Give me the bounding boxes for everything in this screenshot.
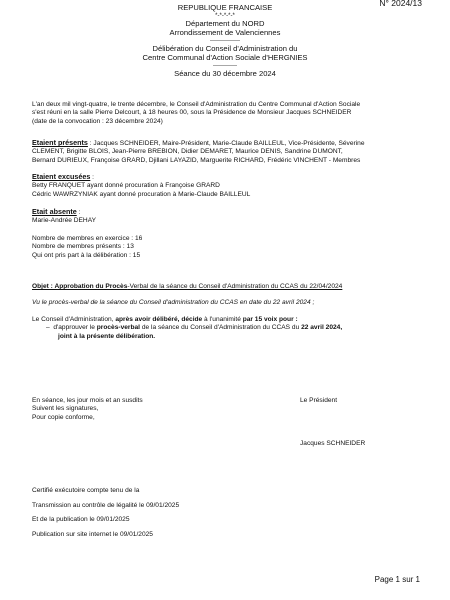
- decision-bold: après avoir délibéré, décide: [115, 316, 203, 323]
- count-line: Qui ont pris part à la délibération : 15: [32, 251, 141, 259]
- excuses-paragraph: [32, 173, 250, 199]
- count-line: Nombre de membres présents : 13: [32, 243, 134, 251]
- counts-paragraph: [32, 235, 142, 260]
- certification-line: Certifié exécutoire compte tenu de la: [32, 487, 140, 494]
- intro-line: (date de la convocation : 23 décembre 2024): [32, 117, 163, 125]
- presents-paragraph: [32, 139, 365, 165]
- excuses-item: Betty FRANQUET ayant donné procuration à Françoise GRARD: [32, 182, 220, 190]
- presents-text: CLEMENT, Brigitte BLOIS, Jean-Pierre BREBION, Didier DEMARET, Maurice DENIS, Sandrine DUMONT,: [32, 148, 343, 156]
- deliberation-title-1: Délibération du Conseil d'Administration du: [152, 43, 298, 53]
- decision-paragraph: [32, 316, 342, 341]
- document-header: [0, 3, 450, 79]
- separator-line: ---------------: [210, 37, 240, 44]
- objet-text: -Verbal de la séance du Conseil d'Administration du CCAS du 22/04/2024: [127, 283, 343, 290]
- absent-item: Marie-Andrée DEHAY: [32, 217, 97, 225]
- decision-bold: joint à la présente délibération.: [58, 332, 156, 340]
- document-number: N° 2024/13: [379, 0, 422, 8]
- closing-line: Pour copie conforme,: [32, 413, 95, 421]
- closing-line: Suivent les signatures,: [32, 405, 99, 413]
- count-line: Nombre de membres en exercice : 16: [32, 235, 143, 242]
- republic-heading: REPUBLIQUE FRANCAISE: [177, 3, 273, 12]
- bullet-dash: –: [46, 324, 50, 332]
- vu-line: Vu le procès-verbal de la séance du Conseil d'administration du CCAS en date du 22 avril 2024 ;: [32, 299, 315, 306]
- seance-date: Séance du 30 décembre 2024: [174, 68, 276, 78]
- certification-line: Et de la publication le 09/01/2025: [32, 516, 130, 523]
- certification-block: [32, 484, 179, 542]
- president-name: Jacques SCHNEIDER: [300, 440, 366, 447]
- objet-line: [32, 283, 342, 291]
- intro-line: L'an deux mil vingt-quatre, le trente décembre, le Conseil d'Administration du Centre Communal d'Action Sociale: [32, 101, 361, 108]
- closing-line: En séance, les jour mois et an susdits: [32, 397, 143, 404]
- decision-bold: par 15 voix pour :: [242, 316, 298, 323]
- presents-text: : Jacques SCHNEIDER, Maire-Président, Marie-Claude BAILLEUL, Vice-Présidente, Séverine: [87, 140, 365, 147]
- intro-line: s'est réuni en la salle Pierre Delcourt, à 18 heures 00, sous la Présidence de Monsieur Jacques SCHNEIDER: [32, 109, 352, 117]
- absent-paragraph: [32, 208, 96, 226]
- presents-label: Etaient présents: [32, 138, 88, 147]
- intro-paragraph: [32, 101, 360, 126]
- page-number: Page 1 sur 1: [374, 575, 420, 584]
- stars-separator: *-*-*-*-*: [215, 12, 235, 19]
- decision-text: à l'unanimité: [202, 316, 243, 323]
- closing-paragraph: [32, 397, 143, 422]
- objet-label: Objet : Approbation du Procès: [32, 283, 128, 290]
- decision-bold: 22 avril 2024,: [301, 324, 343, 332]
- decision-text: Le Conseil d'Administration,: [32, 316, 116, 323]
- decision-bold: procès-verbal: [96, 324, 141, 332]
- absent-colon: :: [76, 209, 81, 216]
- decision-text: d'approuver le: [53, 324, 97, 332]
- president-title: Le Président: [300, 397, 338, 404]
- certification-line: Transmission au contrôle de légalité le 09/01/2025: [32, 501, 180, 509]
- presents-text: Bernard DURIEUX, Françoise GRARD, Djillani LAYAZID, Marguerite RICHARD, Frédéric VINCHENT - Membres: [32, 156, 361, 164]
- arrondissement-heading: Arrondissement de Valenciennes: [169, 28, 281, 38]
- separator-line: ------------: [213, 62, 237, 69]
- certification-line: Publication sur site internet le 09/01/2025: [32, 530, 153, 538]
- excuses-item: Cédric WAWRZYNIAK ayant donné procuration à Marie-Claude BAILLEUL: [32, 190, 251, 198]
- excuses-colon: :: [90, 174, 95, 181]
- department-heading: Département du NORD: [185, 18, 265, 28]
- absent-label: Etait absente: [32, 207, 77, 216]
- excuses-label: Etaient excusées: [32, 172, 91, 181]
- deliberation-title-2: Centre Communal d'Action Sociale d'HERGNIES: [142, 53, 308, 63]
- decision-text: de la séance du Conseil d'Administration du CCAS du: [140, 324, 302, 332]
